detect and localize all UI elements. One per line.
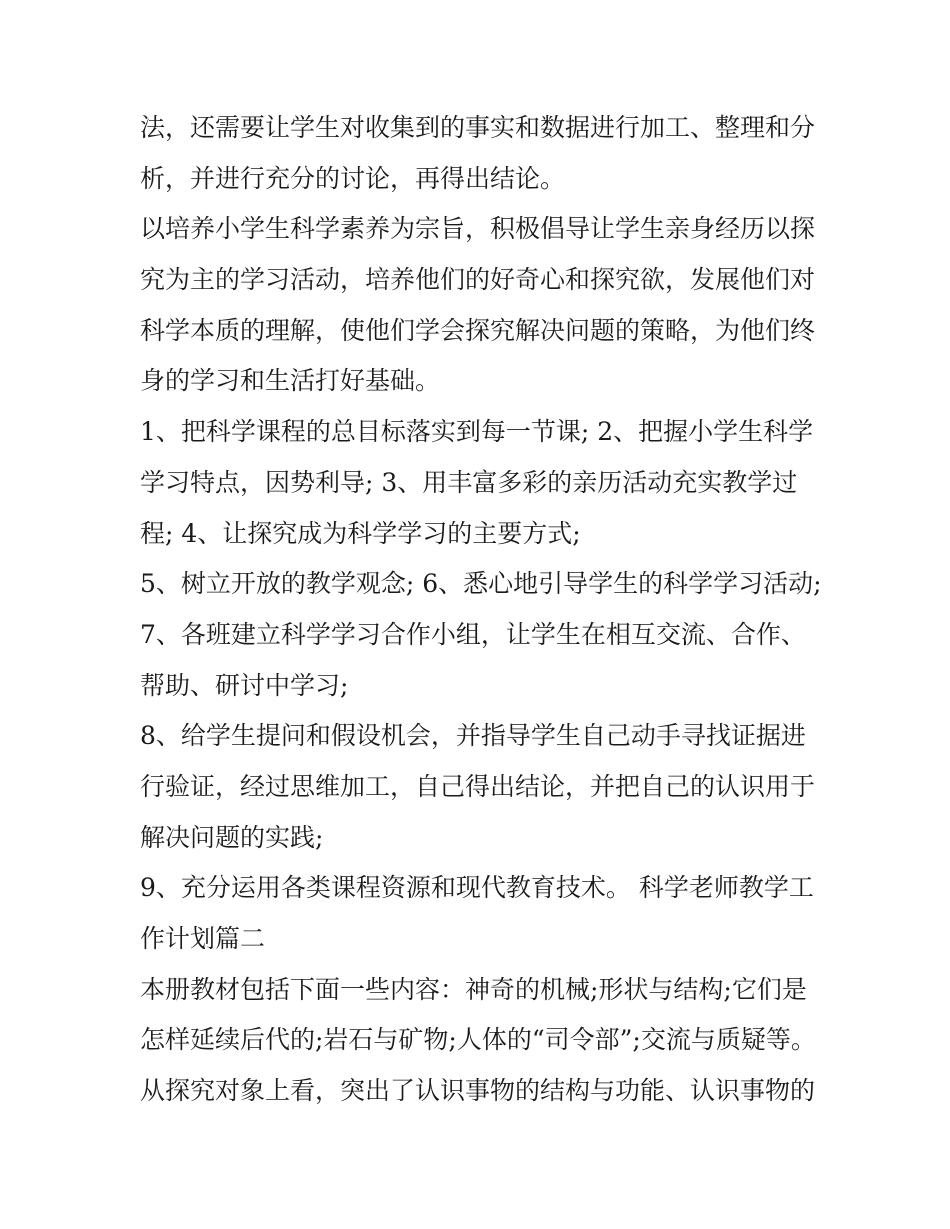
text-line: 1、把科学课程的总目标落实到每一节课; 2、把握小学生科学 — [140, 417, 814, 447]
text-line: 学习特点，因势利导; 3、用丰富多彩的亲历活动充实教学过 — [140, 467, 798, 497]
text-line: 程; 4、让探究成为科学学习的主要方式; — [140, 518, 581, 548]
document-body — [140, 103, 820, 1117]
text-line: 本册教材包括下面一些内容：神奇的机械;形状与结构;它们是 — [140, 974, 807, 1004]
text-line: 科学本质的理解，使他们学会探究解决问题的策略，为他们终 — [140, 315, 816, 345]
text-line: 究为主的学习活动，培养他们的好奇心和探究欲，发展他们对 — [140, 265, 816, 295]
text-line: 以培养小学生科学素养为宗旨，积极倡导让学生亲身经历以探 — [140, 214, 816, 244]
text-line: 解决问题的实践; — [140, 822, 324, 852]
text-line: 法，还需要让学生对收集到的事实和数据进行加工、整理和分 — [140, 113, 816, 142]
text-line: 行验证，经过思维加工，自己得出结论，并把自己的认识用于 — [140, 771, 816, 801]
text-line: 7、各班建立科学学习合作小组，让学生在相互交流、合作、 — [140, 619, 806, 649]
text-line: 身的学习和生活打好基础。 — [140, 366, 441, 396]
text-line: 5、树立开放的教学观念; 6、悉心地引导学生的科学学习活动; — [140, 569, 822, 599]
text-line: 怎样延续后代的;岩石与矿物;人体的“司令部”;交流与质疑等。 — [140, 1025, 816, 1055]
text-line: 从探究对象上看，突出了认识事物的结构与功能、认识事物的 — [140, 1076, 816, 1106]
text-line: 8、给学生提问和假设机会，并指导学生自己动手寻找证据进 — [140, 721, 806, 751]
text-line: 9、充分运用各类课程资源和现代教育技术。 科学老师教学工 — [140, 873, 814, 903]
text-line: 作计划篇二 — [140, 924, 266, 953]
text-line: 析，并进行充分的讨论，再得出结论。 — [140, 163, 566, 193]
text-line: 帮助、研讨中学习; — [140, 670, 349, 700]
